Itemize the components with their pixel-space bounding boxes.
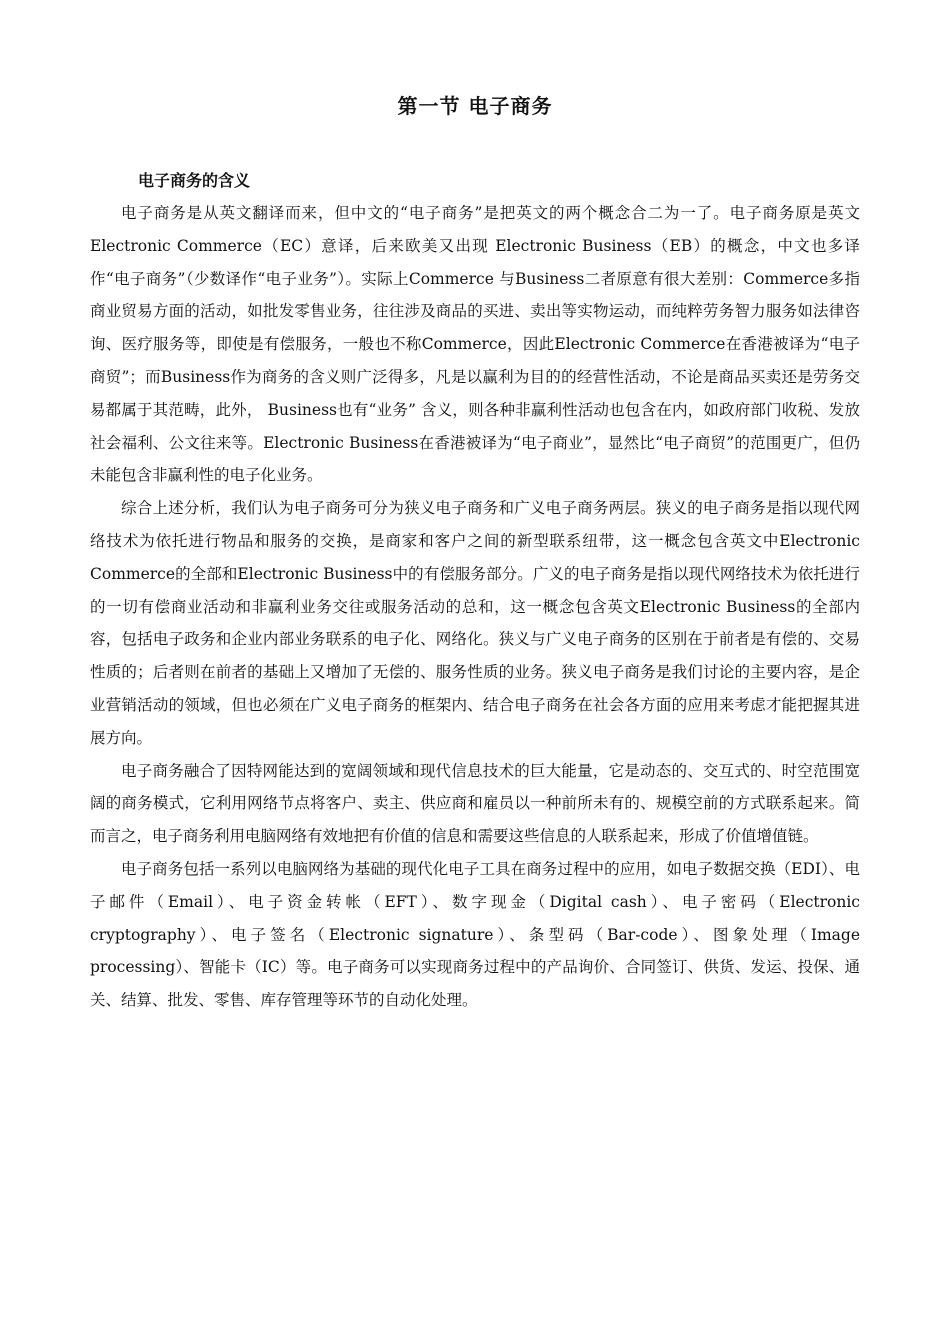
body-text bbox=[90, 197, 860, 1017]
section-heading: 电子商务的含义 bbox=[138, 171, 251, 190]
paragraph-2: 综合上述分析，我们认为电子商务可分为狭义电子商务和广义电子商务两层。狭义的电子商务是指以现代网络技术为依托进行物品和服务的交换，是商家和客户之间的新型联系纽带，这一概念包含英文中Electronic Commerce的全部和Electronic Business中的有偿服务部分。广义的电子商务是指以现代网络技术为依托进行的一切有偿商业活动和非赢利业务交往或服务活动的总和，这一概念包含英文Electronic Business的全部内容，包括电子政务和企业内部业务联系的电子化、网络化。狭义与广义电子商务的区别在于前者是有偿的、交易性质的；后者则在前者的基础上又增加了无偿的、服务性质的业务。狭义电子商务是我们讨论的主要内容，是企业营销活动的领域，但也必须在广义电子商务的框架内、结合电子商务在社会各方面的应用来考虑才能把握其进展方向。 bbox=[90, 499, 860, 747]
paragraph-3: 电子商务融合了因特网能达到的宽阔领域和现代信息技术的巨大能量，它是动态的、交互式的、时空范围宽阔的商务模式，它利用网络节点将客户、卖主、供应商和雇员以一种前所未有的、规模空前的方式联系起来。简而言之，电子商务利用电脑网络有效地把有价值的信息和需要这些信息的人联系起来，形成了价值增值链。 bbox=[90, 761, 860, 846]
paragraph-1: 电子商务是从英文翻译而来，但中文的“电子商务”是把英文的两个概念合二为一了。电子商务原是英文Electronic Commerce（EC）意译，后来欧美又出现 Electronic Business（EB）的概念，中文也多译作“电子商务”（少数译作“电子业务”）。实际上Commerce 与Business二者原意有很大差别：Commerce多指商业贸易方面的活动，如批发零售业务，往往涉及商品的买进、卖出等实物运动，而纯粹劳务智力服务如法律咨询、医疗服务等，即使是有偿服务，一般也不称Commerce，因此Electronic Commerce在香港被译为“电子商贸”；而Business作为商务的含义则广泛得多，凡是以赢利为目的的经营性活动，不论是商品买卖还是劳务交易都属于其范畴，此外， Business也有“业务” 含义，则各种非赢利性活动也包含在内，如政府部门收税、发放社会福利、公文往来等。Electronic Business在香港被译为“电子商业”，显然比“电子商贸”的范围更广，但仍未能包含非赢利性的电子化业务。 bbox=[90, 204, 860, 485]
paragraph-4: 电子商务包括一系列以电脑网络为基础的现代化电子工具在商务过程中的应用，如电子数据交换（EDI）、电子邮件（Email）、电子资金转帐（EFT）、数字现金（Digital cash）、电子密码（Electronic cryptography）、电子签名（Electronic signature）、条型码（Bar-code）、图象处理（Image processing）、智能卡（IC）等。电子商务可以实现商务过程中的产品询价、合同签订、供货、发运、投保、通关、结算、批发、零售、库存管理等环节的自动化处理。 bbox=[90, 859, 860, 1010]
page-title: 第一节 电子商务 bbox=[397, 94, 553, 118]
